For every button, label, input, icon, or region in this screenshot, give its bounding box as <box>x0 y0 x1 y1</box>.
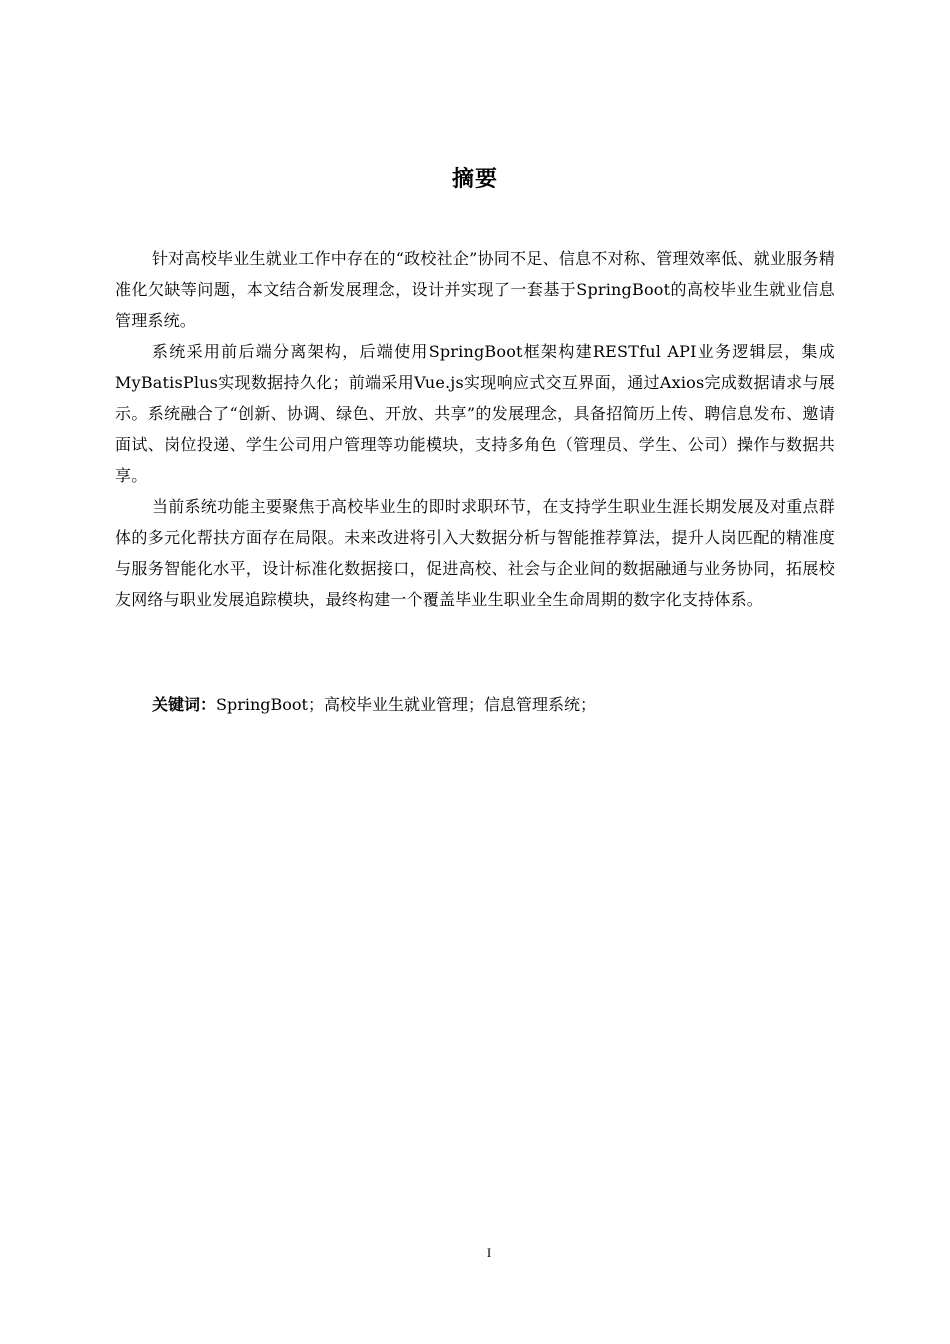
keywords-label: 关键词： <box>152 695 217 714</box>
abstract-paragraph-3: 当前系统功能主要聚焦于高校毕业生的即时求职环节，在支持学生职业生涯长期发展及对重点群体的多元化帮扶方面存在局限。未来改进将引入大数据分析与智能推荐算法，提升人岗匹配的精准度与服务智能化水平，设计标准化数据接口，促进高校、社会与企业间的数据融通与业务协同，拓展校友网络与职业发展追踪模块，最终构建一个覆盖毕业生职业全生命周期的数字化支持体系。 <box>115 497 835 609</box>
abstract-paragraph-2: 系统采用前后端分离架构，后端使用SpringBoot框架构建RESTful API业务逻辑层，集成MyBatisPlus实现数据持久化；前端采用Vue.js实现响应式交互界面，通过Axios完成数据请求与展示。系统融合了“创新、协调、绿色、开放、共享”的发展理念，具备招简历上传、聘信息发布、邀请面试、岗位投递、学生公司用户管理等功能模块，支持多角色（管理员、学生、公司）操作与数据共享。 <box>115 342 835 485</box>
abstract-title: 摘要 <box>451 167 498 192</box>
page-number: I <box>486 1245 492 1260</box>
keywords-line <box>152 689 842 720</box>
keywords-text: SpringBoot；高校毕业生就业管理；信息管理系统； <box>216 695 596 714</box>
abstract-body <box>115 243 835 615</box>
abstract-paragraph-1: 针对高校毕业生就业工作中存在的“政校社企”协同不足、信息不对称、管理效率低、就业服务精准化欠缺等问题，本文结合新发展理念，设计并实现了一套基于SpringBoot的高校毕业生就业信息管理系统。 <box>115 249 835 330</box>
